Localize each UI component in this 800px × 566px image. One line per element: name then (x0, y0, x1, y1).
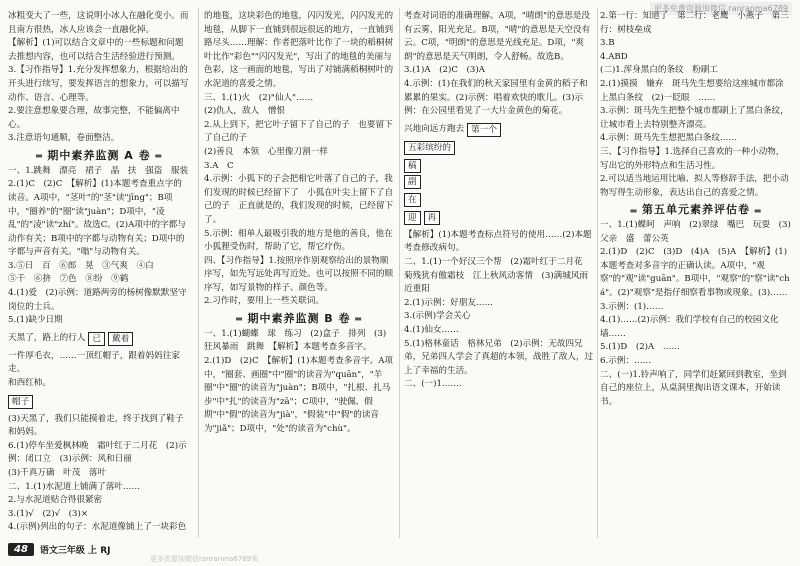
paragraph: (2)仇人，敌人 憎恨 (204, 106, 285, 117)
paragraph: (2)善良 本领 心里像刀割一样 (204, 146, 328, 157)
answer-item: 2.与水泥道贴合得很紧密 (8, 495, 103, 506)
column-divider (399, 8, 400, 538)
correction-line (404, 193, 594, 207)
answer-item: 2.(1)D (2)C 【解析】(1)本题考查多音字。A项中，"圈套、画圈"中"圈"的读音为"quān"，"羊圈"中"圈"的读音为"juàn"；B项中，"扎根、扎马步"中"扎"的读音为"zā"；C项中，"驶佩、假期"中"假"的读音为"jià"，"假装"中"假"的读音为"jiǎ"；D项中，"处"的读音为"chù"。 (204, 356, 393, 435)
paragraph: 三、【习作指导】1.选择自己喜欢的一种小动物，写出它的外形特点和生活习性。 (600, 146, 785, 171)
answer-item: 4.(1)……(2)示例：我们学校有自己的校园文化墙…… (600, 315, 779, 339)
column-divider (198, 8, 199, 538)
answer-item: 二、1.(1)水泥道上铺满了落叶…… (8, 481, 141, 492)
correction-line (404, 141, 594, 155)
correction-line (404, 159, 594, 189)
column-divider (597, 8, 598, 538)
answer-item: 3.示例：(1)…… (600, 301, 664, 312)
paragraph: 3.A C (204, 160, 234, 171)
answer-item: 一、1.(1)蝶呵 声响 (2)翠绿 嘴巴 玩耍 (3)父亲 盛 蕾公英 (600, 220, 791, 244)
section-title-midterm-a: ▬ 期中素养监测 A 卷 ▬ (8, 149, 190, 163)
correction-box: 戴着 (108, 332, 133, 346)
answer-item: 4.(1)仙女…… (404, 324, 459, 335)
answer-item: 二、(一)1.铃声响了，同学们赶紧回到教室，坐到自己的座位上，从桌洞里掏出语文课本，开始读书。 (600, 369, 787, 407)
paragraph: 2.从上到下，把它叶子留下了自己的子 也要留下了自己的子 (204, 119, 393, 144)
paragraph: 2.第一行：知道了 第二行：老鹰 小燕子 第三行：树枝垒成 (600, 11, 789, 35)
answer-item: 和西红柿。 (8, 378, 51, 389)
watermark-top: 更多免费资源加微信 ranranma6789 (650, 2, 792, 15)
paragraph: 3.示例：斑马先生把整个城市都刷上了黑白条纹，让城市看上去特别整齐漂亮。 (600, 106, 789, 130)
answer-item: 5.(1)缺少日期 (8, 315, 63, 326)
correction-box: 帽子 (8, 395, 33, 409)
paragraph: 4.示例：斑马先生想把黑白条纹…… (600, 133, 738, 144)
answer-item: 二、1.(1)一个好汉三个帮 (2)霜叶红于二月花 菊残犹有傲霜枝 江上秋风动客情 (3)满城风雨近重阳 (404, 256, 592, 295)
answer-item: 4.(1)爱 (2)示例：道路两旁的杨树像默默坚守岗位的士兵。 (8, 288, 187, 312)
answer-item: (3)千真万确 叶茂 落叶 (8, 468, 107, 479)
section-title-midterm-b: ▬ 期中素养监测 B 卷 ▬ (204, 312, 394, 326)
answer-item: 4.(示例)列出的句子：水泥道像铺上了一块彩色 (8, 522, 187, 533)
paragraph: 2.要注意想象要合理，故事完整，不能偏离中心。 (8, 106, 180, 130)
paragraph: 3.【习作指导】1.充分发挥想象力，根据给出的开头进行续写，要发挥语言的想象力，可以描写动作、语言、心理等。 (8, 65, 189, 103)
paragraph: 3.B (600, 38, 615, 49)
paragraph: 三、1.(1)火 (2)"仙人"…… (204, 92, 314, 103)
column-1 (8, 10, 190, 534)
answer-item: 二、(一)1.…… (404, 379, 462, 390)
paragraph: 冰粗变大了一些，这说明小冰人在融化变小。而且南方很热，冰人应该会一直融化掉。 (8, 11, 189, 35)
paragraph: 4.ABD (600, 51, 628, 62)
correction-box: 已 (88, 332, 105, 346)
answer-item: 一件厚毛衣，……一顶红帽子，跟着妈妈往家走。 (8, 350, 180, 375)
paragraph: 2.习作时，要用上一些关联词。 (204, 296, 324, 307)
paragraph: 4.示例：小狐下的子会把相它叶落了自己的子，我们发现的时候已经留下了 小狐在叶尖上留下了自己的子 正直就是的，我们发现的时候，已经留下了。 (204, 174, 394, 225)
paragraph: 四、【习作指导】1.按照序作别观察给出的景物顺序写，如先写远处再写近处。也可以按照不同的顺序写，如写景物的样子、颜色等。 (204, 255, 394, 293)
correction-line (404, 123, 594, 137)
answer-item: 一、1.跳舞 漂亮 裙子 晶 扶 强盗 服装 (8, 165, 189, 176)
answer-item: 3.(示例)学会关心 (404, 311, 471, 322)
paragraph: 5.示例：相单人最吸引我的地方是他的善良，他在小狐狸受伤时，帮助了它，帮它疗伤。 (204, 228, 393, 253)
correction-box: 在 (404, 193, 421, 207)
correction-line (8, 395, 190, 409)
correction-box: 第一个 (467, 123, 501, 137)
correction-text: 兴地向远方跑去 (404, 123, 465, 134)
page-footer (8, 543, 110, 556)
column-3 (404, 10, 594, 534)
correction-box: 稿 (404, 159, 421, 173)
answer-item: 一、1.(1)蝴蝶 球 练习 (2)盒子 排列 (3)狂风暴雨 跳舞 【解析】本题考查多音字。 (204, 328, 387, 353)
answer-item: 6.示例：…… (600, 356, 652, 367)
answer-item: 5.(1)D (2)A …… (600, 342, 681, 353)
paragraph: 2.可以适当地运用比喻、拟人等修辞手法，把小动物写得生动形象，表达出自己的喜爱之情。 (600, 174, 789, 198)
answer-item: 5.(1)格林童话 格林兄弟 (2)示例：无故四兄弟，兄弟四人学会了真超的本领，战胜了敌人，过上了幸福的生活。 (404, 338, 594, 376)
answer-item: 2.(1)D (2)C (3)D (4)A (5)A 【解析】(1)本题考查对多音字的正确认读。A项中，"观察"的"观"读"guān"。B项中，"观察"的"察"读"chá"。(2)"观察"是指仔细察看事物或现象。(3)…… (600, 247, 790, 299)
column-2 (204, 10, 394, 534)
paragraph: 3.(1)A (2)C (3)A (404, 65, 485, 76)
correction-box: 副 (404, 175, 421, 189)
answer-item: 6.(1)停车坐爱枫林晚 霜叶红于二月花 (2)示例：闭口立 (3)示例：风和日丽 (8, 440, 187, 465)
paragraph: 考查对词语的准确理解。A项，"晴朗"的意思是没有云雾，阳光充足。B项，"晴"的意思是天空没有云。C项，"明朗"的意思是光线充足。D项，"爽朗"的意思是天气明朗，令人舒畅。故选B。 (404, 11, 591, 62)
correction-stack (404, 159, 421, 189)
correction-box: 再 (424, 211, 441, 225)
answer-item: 3.⑤日 百 ⑥郎 晃 ③气爽 ④白 (8, 260, 154, 271)
correction-line (8, 332, 190, 346)
answer-item: 3.(1)√ (2)√ (3)× (8, 508, 89, 519)
section-title-unit-5: ▬ 第五单元素养评估卷 ▬ (600, 203, 792, 217)
correction-box: 迎 (404, 211, 421, 225)
paragraph: (二)1.浑身黑白的条纹 粉刷工 (600, 65, 719, 76)
answer-item: ⑤千 ⑥挤 ⑦色 ⑧纷 ⑨鹤 (8, 274, 129, 285)
correction-box: 五彩缤纷的 (404, 141, 455, 155)
watermark-bottom: 更多资源加微信ranranma6789领 (150, 555, 259, 563)
answer-item: (3)天黑了，我们只能摸着走，终于找到了鞋子和妈妈。 (8, 413, 184, 438)
correction-text: 天黑了，路上的行人 (8, 333, 86, 344)
answer-item: 【解析】(1)本题考查标点符号的使用……(2)本题考查修改病句。 (404, 229, 592, 254)
paragraph: 4.示例：(1)在我们的秋天家园里有金黄的稻子和累累的果实。(2)示例：唱着欢快的歌儿。(3)示例：在公园里看见了一大片金黄色的菊花。 (404, 78, 588, 117)
paragraph: 的地毯，这块彩色的地毯，闪闪发光，闪闪发光的地毯，从脚下一直铺到很远很远的地方，一直铺到路尽头……理解：作者把落叶比作了一块的稻桐树叶比作"彩色""闪闪发光"，写出了的地毯的美丽与色彩，这一画面的地毯，写出了对铺满稻桐树叶的水泥道的喜爱之情。 (204, 11, 394, 89)
paragraph: 2.(1)摸摸 嫌弃 斑马先生想要给这座城市都涂上黑白条纹 (2)一眨眼 …… (600, 78, 784, 103)
paragraph: 【解析】(1)可以结合文章中的一些标题和问题去推想内容，也可以结合生活经验进行预测。 (8, 38, 184, 62)
page-number: 48 (8, 543, 34, 556)
book-subject: 语文三年级 上 RJ (39, 546, 111, 556)
column-4 (600, 10, 792, 534)
answer-item: 2.(1)C (2)C 【解析】(1)本题考查重点字的读音。A项中，"茎叶"的"茎"读"jīng"；B项中，"圈养"的"圈"读"juàn"；D项中，"凌乱"的"凌"读"zhí"。故选C。(2)A项中的字都与动作有关；B项中的字都与动物有关；D项中的字都与声音有关。"嗡"与动物有关。 (8, 179, 186, 258)
paragraph: 3.注意语句通顺，卷面整洁。 (8, 133, 120, 144)
answer-item: 2.(1)示例：好朋友…… (404, 297, 494, 308)
correction-line (404, 211, 594, 225)
